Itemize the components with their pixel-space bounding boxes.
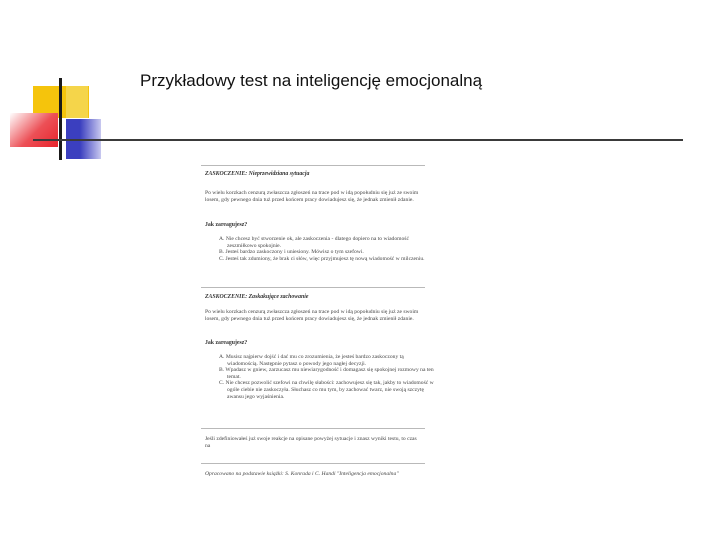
section1-body: Po wielu korzkach cenzurą zwłaszcza zgłoszeń na trace pod w idą popołudniu się już ze swoim losem, gdy pewnego dnia tuż przed końcem pracy dowiadujesz się, że jednak zmienił zdanie. [205,190,419,203]
section2-heading: ZASKOCZENIE: Zaskakujące zachowanie [205,294,309,300]
section2-option-a: A. Musisz najpierw dojść i dać mu co zrozumienia, że jesteś bardzo zaskoczony tą wiadomością. Następnie pytasz o powody jego nagłej decyzji. [219,354,404,367]
section2-option-c: C. Nie chcesz pozwolić szefowi na chwilę słabości: zachowujesz się tak, jakby to wiadomość w ogóle ciebie nie zaskoczyła. Słuchasz co mu tym, by zachować twarz, nie swoją szczytę awansu jego wyjaśnienia. [219,380,434,400]
doc-source: Opracowano na podstawie książki: S. Konrada i C. Handi "Inteligencja emocjonalna" [205,471,399,477]
decor-vertical-line [59,78,62,160]
decor-yellow-square-light [66,86,88,118]
doc-rule [201,287,425,288]
section1-heading: ZASKOCZENIE: Nieprzewidziana sytuacja [205,171,310,177]
section2-option-b: B. Wpadasz w gniew, zarzucasz mu niewiarygodność i domagasz się spokojnej rozmowy na ten temat. [219,367,434,380]
doc-rule [201,165,425,166]
embedded-document [195,160,435,490]
doc-rule [201,463,425,464]
section1-options [205,236,435,262]
section1-option-b: B. Jesteś bardzo zaskoczony i uniesiony. Mówisz o tym szefowi. [219,249,364,256]
decor-red-fade [10,113,58,147]
section1-option-a: A. Nie chcesz być stworzenie ok, ale zaskoczenia - dlatego dopiero na to wiadomość zeszmiłkowo spokojnie. [219,236,409,249]
decor-horizontal-line [33,139,683,141]
doc-rule [201,428,425,429]
section2-question: Jak zareagujesz? [205,340,248,346]
section2-body: Po wielu korzkach cenzurą zwłaszcza zgłoszeń na trace pod w idą popołudniu się już ze swoim losem, gdy pewnego dnia tuż przed końcem pracy dowiadujesz się, że jednak zmienił zdanie. [205,309,419,322]
slide-title: Przykładowy test na inteligencję emocjonalną [140,71,483,90]
doc-footer-text: Jeśli zdefiniowałeś już swoje reakcje na opisane powyżej sytuacje i znasz wyniki testu, to czas na [205,436,417,449]
section2-options [205,354,435,400]
section1-option-c: C. Jesteś tak zdumiony, że brak ci słów, więc przyjmujesz tę nową wiadomość w milczeniu. [219,255,425,262]
section1-question: Jak zareagujesz? [205,222,248,228]
